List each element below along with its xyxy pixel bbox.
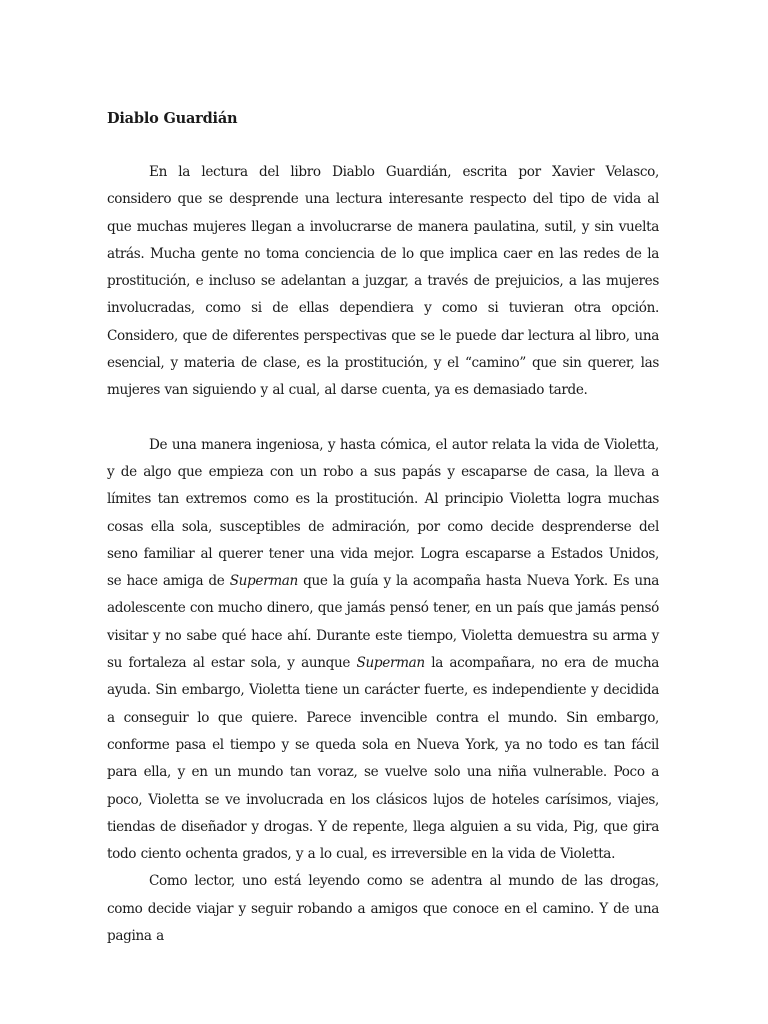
paragraph-text: que la guía y la acompaña hasta Nueva York. Es una adolescente con mucho dinero, que jamás pensó tener, en un país que jamás pensó visitar y no sabe qué hace ahí. Durante este tiempo, Violetta demuestra su arma y su fortaleza al estar sola, y aunque (107, 573, 660, 672)
italic-term: Superman (356, 655, 425, 672)
paragraph-intro (107, 159, 659, 405)
paragraph-text: De una manera ingeniosa, y hasta cómica, el autor relata la vida de Violetta, y de algo que empieza con un robo a sus papás y escaparse de casa, la lleva a límites tan extremos como es la prostitución. Al principio Violetta logra muchas cosas ella sola, susceptibles de admiración, por como decide desprenderse del seno familiar al querer tener una vida mejor. Logra escaparse a Estados Unidos, se hace amiga de (107, 436, 659, 590)
paragraph-story (107, 432, 659, 869)
document-title: Diablo Guardián (107, 110, 238, 127)
italic-term: Superman (229, 573, 298, 590)
paragraph-text: la acompañara, no era de mucha ayuda. Sin embargo, Violetta tiene un carácter fuerte, es independiente y decidida a conseguir lo que quiere. Parece invencible contra el mundo. Sin embargo, conforme pasa el tiempo y se queda sola en Nueva York, ya no todo es tan fácil para ella, y en un mundo tan voraz, se vuelve solo una niña vulnerable. Poco a poco, Violetta se ve involucrada en los clásicos lujos de hoteles carísimos, viajes, tiendas de diseñador y drogas. Y de repente, llega alguien a su vida, Pig, que gira todo ciento ochenta grados, y a lo cual, es irreversible en la vida de Violetta. (107, 655, 659, 863)
paragraph-text: En la lectura del libro Diablo Guardián, escrita por Xavier Velasco, considero que se desprende una lectura interesante respecto del tipo de vida al que muchas mujeres llegan a involucrarse de manera paulatina, sutil, y sin vuelta atrás. Mucha gente no toma conciencia de lo que implica caer en las redes de la prostitución, e incluso se adelantan a juzgar, a través de prejuicios, a las mujeres involucradas, como si de ellas dependiera y como si tuvieran otra opción. Considero, que de diferentes perspectivas que se le puede dar lectura al libro, una esencial, y materia de clase, es la prostitución, y el “camino” que sin querer, las mujeres van siguiendo y al cual, al darse cuenta, ya es demasiado tarde. (107, 164, 659, 399)
document-page (107, 106, 659, 950)
paragraph-text: Como lector, uno está leyendo como se adentra al mundo de las drogas, como decide viajar y seguir robando a amigos que conoce en el camino. Y de una pagina a (107, 873, 659, 945)
paragraph-reader (107, 868, 659, 950)
